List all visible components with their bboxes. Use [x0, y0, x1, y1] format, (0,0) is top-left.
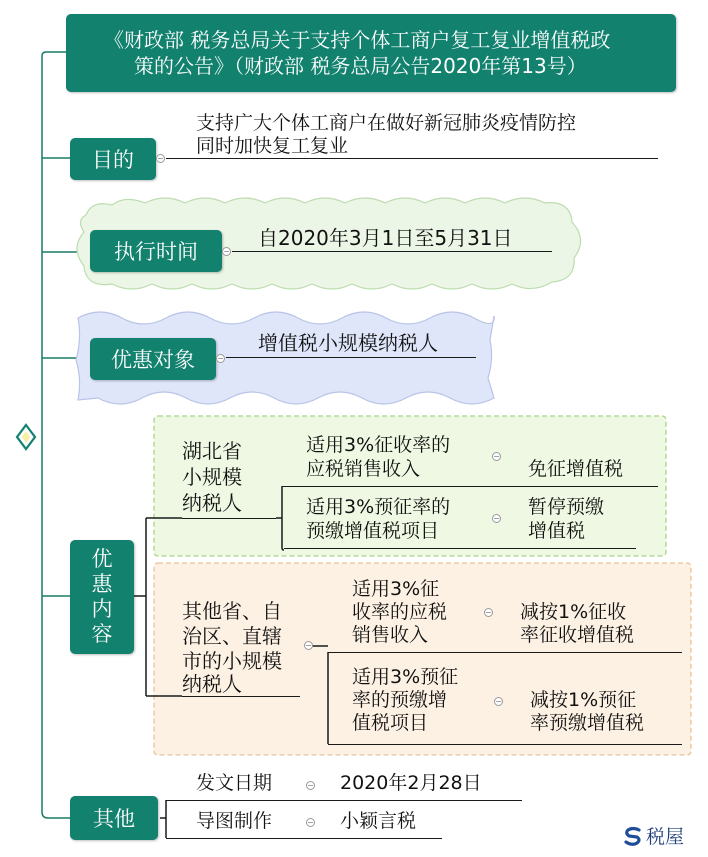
- content-label-char: 内: [91, 597, 113, 621]
- others-label-line: 市的小规模: [182, 649, 282, 673]
- others-row-1-underline: [328, 652, 682, 653]
- others-item-1-line: 销售收入: [352, 624, 429, 646]
- hubei-label-line: 纳税人: [182, 491, 242, 515]
- other-node[interactable]: [70, 796, 158, 840]
- title-line-2: 策的公告》（财政部 税务总局公告2020年第13号）: [134, 54, 587, 78]
- collapse-icon[interactable]: −: [307, 817, 314, 827]
- others-result-2-line: 率预缴增值税: [530, 712, 645, 734]
- other-row-2-underline: [166, 838, 442, 839]
- others-result-2-line: 减按1%预征: [530, 689, 637, 711]
- period-underline: [232, 251, 552, 252]
- other-key-2: 导图制作: [196, 810, 273, 832]
- other-label: 其他: [93, 807, 135, 831]
- target-label: 优惠对象: [111, 348, 195, 372]
- main-spine-line: [42, 52, 70, 818]
- hubei-result-1: 免征增值税: [528, 458, 624, 480]
- watermark-s-icon: [622, 825, 644, 847]
- hubei-row-2-underline: [284, 548, 636, 549]
- hubei-item-2-line: 适用3%预征率的: [306, 496, 451, 518]
- purpose-text-line-1: 支持广大个体工商户在做好新冠肺炎疫情防控: [196, 112, 577, 134]
- hubei-item-1-line: 应税销售收入: [306, 458, 421, 480]
- collapse-icon[interactable]: −: [493, 451, 500, 461]
- others-result-1-line: 减按1%征收: [520, 601, 627, 623]
- content-label-char: 容: [91, 622, 113, 646]
- hubei-item-2-line: 预缴增值税项目: [306, 520, 440, 542]
- purpose-node[interactable]: [70, 138, 156, 180]
- collapse-icon[interactable]: −: [157, 153, 164, 163]
- others-item-1-line: 收率的应税: [352, 601, 448, 623]
- others-item-1-line: 适用3%征: [352, 578, 440, 600]
- content-node[interactable]: [70, 540, 134, 654]
- content-label-char: 优: [91, 547, 113, 571]
- hubei-label-line: 湖北省: [182, 439, 242, 463]
- title-line-1: 《财政部 税务总局关于支持个体工商户复工复业增值税政: [104, 28, 611, 52]
- others-item-2-line: 率的预缴增: [352, 689, 448, 711]
- collapse-icon[interactable]: −: [485, 607, 492, 617]
- others-item-2-line: 值税项目: [352, 712, 429, 734]
- collapse-icon[interactable]: −: [305, 640, 312, 650]
- hubei-result-2-line: 增值税: [528, 520, 586, 542]
- title-node[interactable]: [66, 14, 676, 92]
- purpose-text-line-2: 同时加快复工复业: [196, 135, 349, 157]
- collapse-icon[interactable]: −: [493, 513, 500, 523]
- purpose-underline: [166, 158, 658, 159]
- target-text: 增值税小规模纳税人: [258, 331, 438, 355]
- period-node[interactable]: [90, 230, 222, 272]
- hubei-item-1-line: 适用3%征收率的: [306, 434, 451, 456]
- hubei-row-1-underline: [282, 486, 658, 487]
- other-connector: [160, 800, 166, 838]
- others-item-2-line: 适用3%预征: [352, 666, 459, 688]
- collapse-icon[interactable]: −: [223, 246, 230, 256]
- watermark-text: 税屋: [646, 826, 685, 848]
- period-text: 自2020年3月1日至5月31日: [258, 226, 513, 250]
- other-value-1: 2020年2月28日: [340, 772, 482, 794]
- hubei-label-line: 小规模: [182, 465, 242, 489]
- others-label-line: 治区、直辖: [182, 624, 282, 648]
- others-result-1-line: 率征收增值税: [520, 624, 635, 646]
- hubei-result-2-line: 暂停预缴: [528, 496, 605, 518]
- other-key-1: 发文日期: [196, 772, 273, 794]
- target-node[interactable]: [90, 338, 216, 380]
- watermark-logo: [622, 822, 684, 849]
- collapse-icon[interactable]: −: [495, 696, 502, 706]
- others-label-line: 其他省、自: [182, 599, 282, 623]
- collapse-icon[interactable]: −: [307, 780, 314, 790]
- other-value-2: 小颖言税: [340, 810, 417, 832]
- other-row-1-underline: [166, 800, 522, 801]
- root-diamond-icon[interactable]: [14, 423, 38, 451]
- target-underline: [226, 357, 476, 358]
- others-label-line: 纳税人: [182, 672, 242, 696]
- others-label-underline: [182, 696, 300, 697]
- period-label: 执行时间: [114, 240, 198, 264]
- content-label-char: 惠: [91, 572, 113, 596]
- others-row-2-underline: [328, 744, 682, 745]
- collapse-icon[interactable]: −: [217, 353, 224, 363]
- purpose-label: 目的: [92, 148, 134, 172]
- hubei-label-underline: [182, 518, 276, 519]
